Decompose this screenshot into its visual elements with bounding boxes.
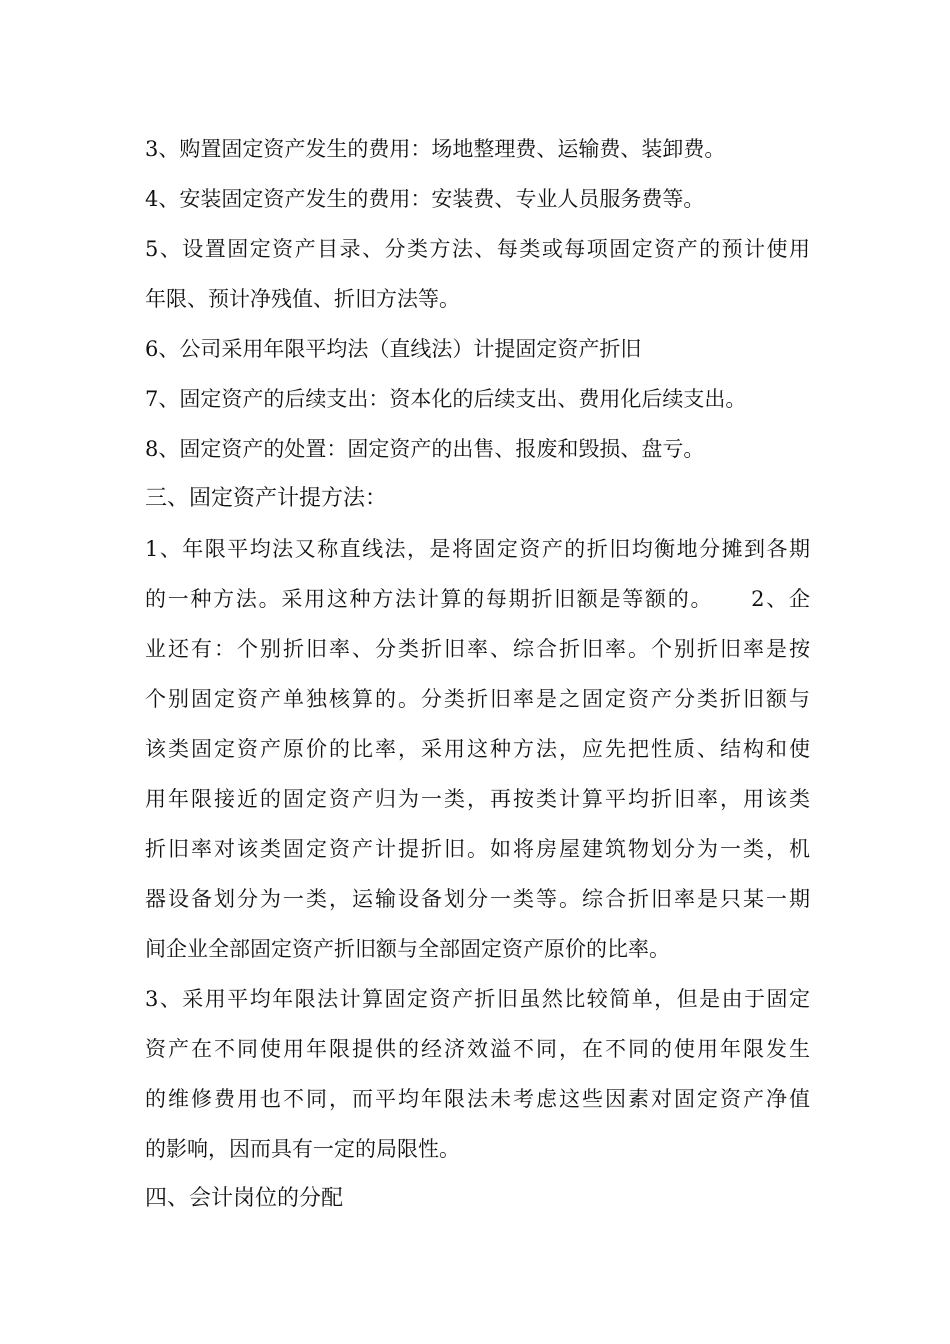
section-3-p1-line-5: 该类固定资产原价的比率，采用这种方法，应先把性质、结构和使 (145, 737, 810, 761)
section-3-p1-line-4: 个别固定资产单独核算的。分类折旧率是之固定资产分类折旧额与 (145, 687, 810, 711)
section-3-p1-line-7: 折旧率对该类固定资产计提折旧。如将房屋建筑物划分为一类，机 (145, 837, 810, 861)
item-6: 6、公司采用年限平均法（直线法）计提固定资产折旧 (145, 337, 642, 361)
section-3-p1-line-8: 器设备划分为一类，运输设备划分一类等。综合折旧率是只某一期 (145, 887, 810, 911)
section-3-p3-line-4: 的影响，因而具有一定的局限性。 (145, 1137, 460, 1161)
section-3-p1-line-2 (145, 574, 810, 624)
item-5-line-1: 5、设置固定资产目录、分类方法、每类或每项固定资产的预计使用 (145, 237, 810, 261)
section-3-p3-line-1: 3、采用平均年限法计算固定资产折旧虽然比较简单，但是由于固定 (145, 987, 810, 1011)
item-7: 7、固定资产的后续支出：资本化的后续支出、费用化后续支出。 (145, 387, 747, 411)
section-3-p1-line-9: 间企业全部固定资产折旧额与全部固定资产原价的比率。 (145, 937, 670, 961)
item-4: 4、安装固定资产发生的费用：安装费、专业人员服务费等。 (145, 187, 705, 211)
section-3-p1-line-6: 用年限接近的固定资产归为一类，再按类计算平均折旧率，用该类 (145, 787, 810, 811)
document-page (145, 124, 810, 1224)
section-3-p1-line-2-text: 的一种方法。采用这种方法计算的每期折旧额是等额的。 (145, 587, 714, 611)
section-3-p1-line-3: 业还有：个别折旧率、分类折旧率、综合折旧率。个别折旧率是按 (145, 637, 810, 661)
section-3-p2-start: 2、企 (751, 587, 810, 611)
section-3-p3-line-3: 的维修费用也不同，而平均年限法未考虑这些因素对固定资产净值 (145, 1087, 810, 1111)
section-3-heading: 三、固定资产计提方法： (145, 486, 388, 511)
section-3-p1-line-1: 1、年限平均法又称直线法，是将固定资产的折旧均衡地分摊到各期 (145, 537, 810, 561)
item-5-line-2: 年限、预计净残值、折旧方法等。 (145, 287, 460, 311)
section-3-p3-line-2: 资产在不同使用年限提供的经济效溢不同，在不同的使用年限发生 (145, 1037, 810, 1061)
section-4-heading: 四、会计岗位的分配 (145, 1186, 344, 1211)
item-3: 3、购置固定资产发生的费用：场地整理费、运输费、装卸费。 (145, 137, 726, 161)
item-8: 8、固定资产的处置：固定资产的出售、报废和毁损、盘亏。 (145, 437, 705, 461)
